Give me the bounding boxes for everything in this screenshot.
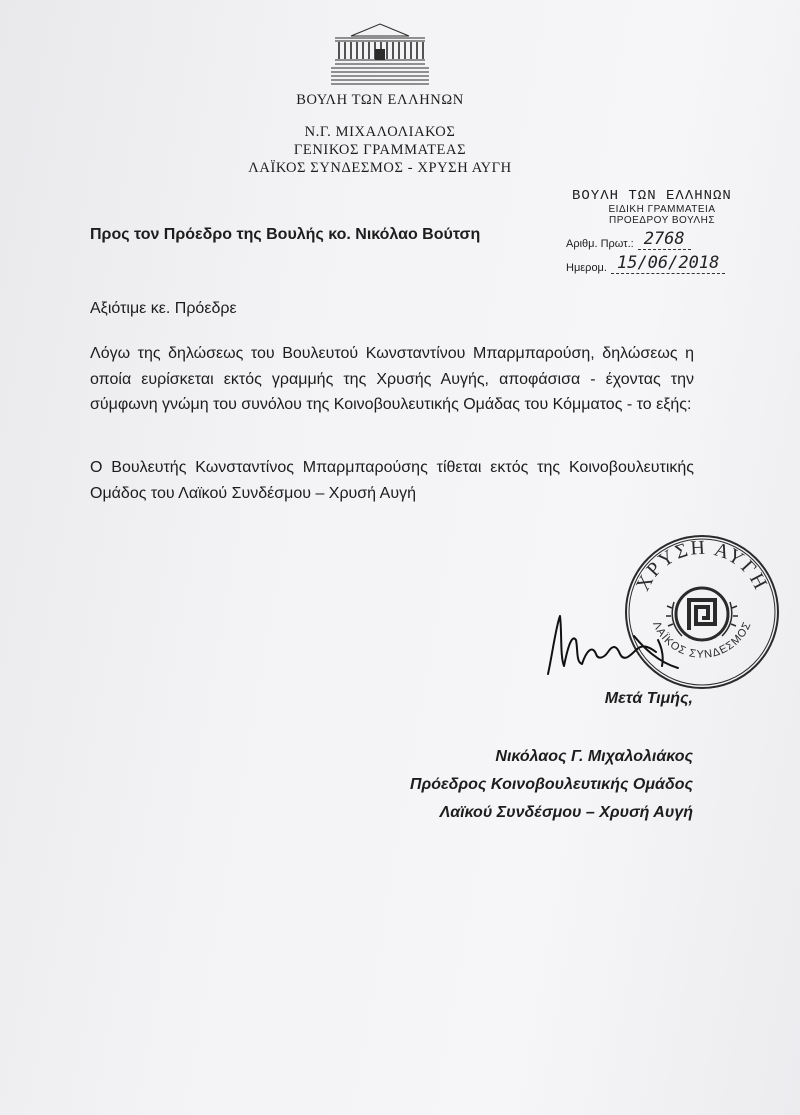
stamp-protocol-value: 2768 [638,229,691,250]
recipient-line: Προς τον Πρόεδρο της Βουλής κο. Νικόλαο Βούτση [90,226,481,243]
header-party: ΛΑΪΚΟΣ ΣΥΝΔΕΣΜΟΣ - ΧΡΥΣΗ ΑΥΓΗ [248,160,512,176]
registry-stamp [566,188,786,274]
signer-name: Νικόλαος Γ. Μιχαλολιάκος [495,748,693,765]
stamp-date-label: Ημερομ. [566,262,607,274]
parliament-building-icon [331,22,429,86]
salutation: Αξιότιμε κε. Πρόεδρε [90,300,237,317]
stamp-subtitle: ΕΙΔΙΚΗ ΓΡΑΜΜΑΤΕΙΑ ΠΡΟΕΔΡΟΥ ΒΟΥΛΗΣ [608,204,716,226]
body-paragraph-1: Λόγω της δηλώσεως του Βουλευτού Κωνσταντίνου Μπαρμπαρούση, δηλώσεως η οποία ευρίσκεται εκτός γραμμής της Χρυσής Αυγής, αποφάσισα - έχοντας την σύμφωνη γνώμη του συνόλου της Κοινοβουλευτικής Ομάδας του Κόμματος - το εξής: [90,345,694,413]
stamp-protocol-label: Αριθμ. Πρωτ.: [566,238,634,250]
seal-top-text: ΧΡΥΣΗ ΑΥΓΗ [631,536,773,595]
header-role: ΓΕΝΙΚΟΣ ΓΡΑΜΜΑΤΕΑΣ [293,142,467,158]
closing-regards: Μετά Τιμής, [604,690,693,707]
svg-text:ΧΡΥΣΗ ΑΥΓΗ [632,537,772,595]
signer-title: Πρόεδρος Κοινοβουλευτικής Ομάδος [410,776,693,793]
stamp-date-value: 15/06/2018 [611,253,725,274]
header-institution: ΒΟΥΛΗ ΤΩΝ ΕΛΛΗΝΩΝ [296,92,464,108]
signer-organization: Λαϊκού Συνδέσμου – Χρυσή Αυγή [439,804,693,821]
handwritten-signature [538,596,708,686]
stamp-title: ΒΟΥΛΗ ΤΩΝ ΕΛΛΗΝΩΝ [572,188,732,204]
seal-bottom-text: ΛΑΪΚΟΣ ΣΥΝΔΕΣΜΟΣ [650,619,754,661]
body-paragraph-2: Ο Βουλευτής Κωνσταντίνος Μπαρμπαρούσης τίθεται εκτός της Κοινοβουλευτικής Ομάδος του Λαϊκού Συνδέσμου – Χρυσή Αυγή [90,459,694,502]
header-name: Ν.Γ. ΜΙΧΑΛΟΛΙΑΚΟΣ [304,124,456,140]
